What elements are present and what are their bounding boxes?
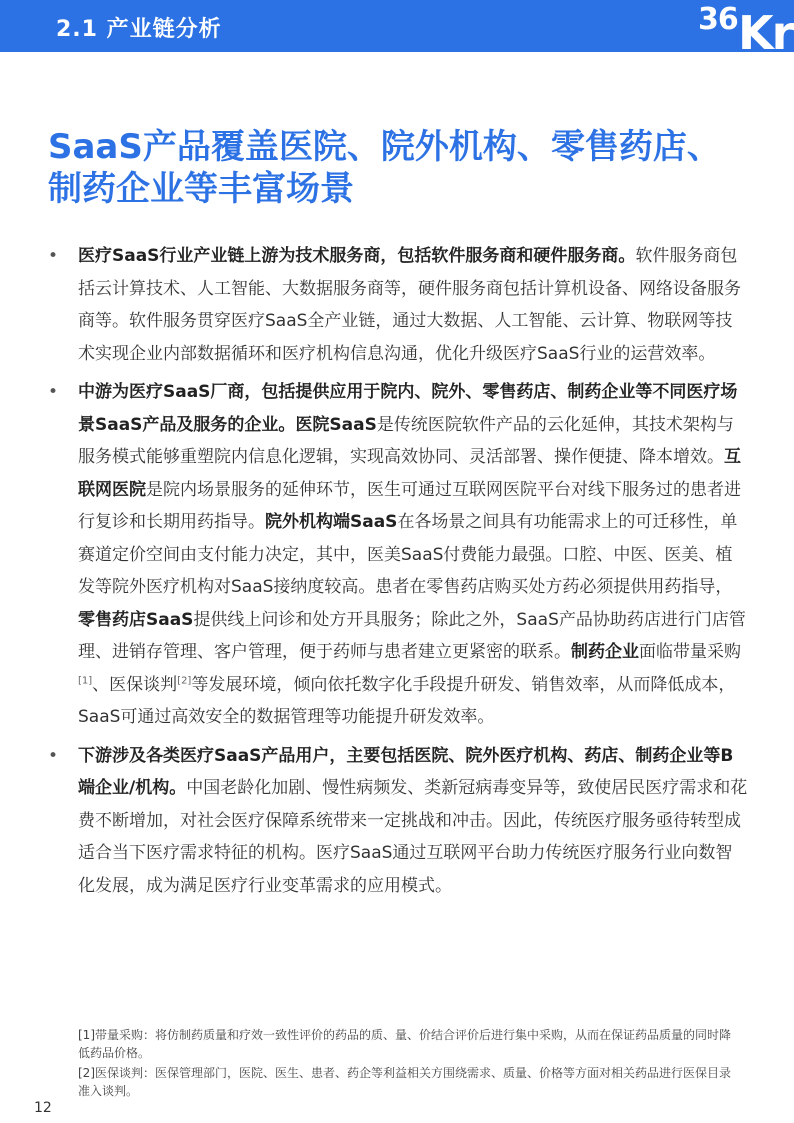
bullet-list [48, 240, 748, 908]
page-title: SaaS产品覆盖医院、院外机构、零售药店、制药企业等丰富场景 [48, 127, 721, 209]
bold-text: 下游涉及各类医疗SaaS产品用户，主要包括医院、院外医疗机构、药店、制药企业等B端企业/机构。 [78, 745, 734, 798]
body-text: 提供线上问诊和处方开具服务；除此之外，SaaS产品协助药店进行门店管理、进销存管理、客户管理，便于药师与患者建立更紧密的联系。 [78, 609, 746, 662]
bold-text: 制药企业 [571, 642, 639, 662]
body-text: 中国老龄化加剧、慢性病频发、类新冠病毒变异等，致使居民医疗需求和花费不断增加，对社会医疗保障系统带来一定挑战和冲击。因此，传统医疗服务亟待转型成适合当下医疗需求特征的机构。医疗SaaS通过互联网平台助力传统医疗服务行业向数智化发展，成为满足医疗行业变革需求的应用模式。 [78, 778, 748, 896]
footnote-ref: [1] [78, 674, 93, 686]
bullet-paragraph [48, 240, 748, 370]
bold-text: 中游为医疗SaaS厂商，包括提供应用于院内、院外、零售药店、制药企业等不同医疗场景SaaS产品及服务的企业。 [78, 382, 738, 435]
page-number: 12 [34, 1100, 52, 1116]
body-text: 等发展环境，倾向依托数字化手段提升研发、销售效率，从而降低成本，SaaS可通过高效安全的数据管理等功能提升研发效率。 [78, 674, 736, 727]
bold-text: 医院SaaS [295, 414, 377, 435]
section-label: 2.1 产业链分析 [56, 17, 222, 42]
bold-text: 零售药店SaaS [78, 609, 194, 630]
logo-text-36: 36 [698, 2, 738, 37]
body-text: 是传统医院软件产品的云化延伸，其技术架构与服务模式能够重塑院内信息化逻辑，实现高效协同、灵活部署、操作便捷、降本增效。 [78, 414, 734, 467]
bold-text: 院外机构端SaaS [265, 512, 398, 532]
footnotes [78, 1026, 738, 1102]
bullet-paragraph [48, 376, 748, 734]
bullet-paragraph [48, 740, 748, 903]
body-text: 是院内场景服务的延伸环节，医生可通过互联网医院平台对线下服务过的患者进行复诊和长期用药指导。 [78, 479, 741, 532]
logo-text-kr: Kr [738, 6, 793, 60]
bold-text: 医疗SaaS行业产业链上游为技术服务商，包括软件服务商和硬件服务商。 [78, 246, 636, 266]
body-text: 面临带量采购 [639, 642, 741, 662]
bold-text: 互联网医院 [78, 447, 741, 500]
body-text: 在各场景之间具有功能需求上的可迁移性，单赛道定价空间由支付能力决定，其中，医美SaaS付费能力最强。口腔、中医、医美、植发等院外医疗机构对SaaS接纳度较高。患者在零售药店购买处方药必须提供用药指导， [78, 512, 738, 597]
36kr-logo [694, 0, 794, 60]
footnote-ref: [2] [177, 674, 192, 686]
header-bar [0, 0, 794, 60]
body-text: 软件服务商包括云计算技术、人工智能、大数据服务商等，硬件服务商包括计算机设备、网络设备服务商等。软件服务贯穿医疗SaaS全产业链，通过大数据、人工智能、云计算、物联网等技术实现企业内部数据循环和医疗机构信息沟通，优化升级医疗SaaS行业的运营效率。 [78, 246, 741, 364]
footnote: [2]医保谈判：医保管理部门，医院、医生、患者、药企等利益相关方围绕需求、质量、价格等方面对相关药品进行医保目录准入谈判。 [78, 1066, 732, 1098]
body-text: 、医保谈判 [92, 674, 178, 695]
footnote: [1]带量采购：将仿制药质量和疗效一致性评价的药品的质、量、价结合评价后进行集中采购，从而在保证药品质量的同时降低药品价格。 [78, 1028, 732, 1060]
